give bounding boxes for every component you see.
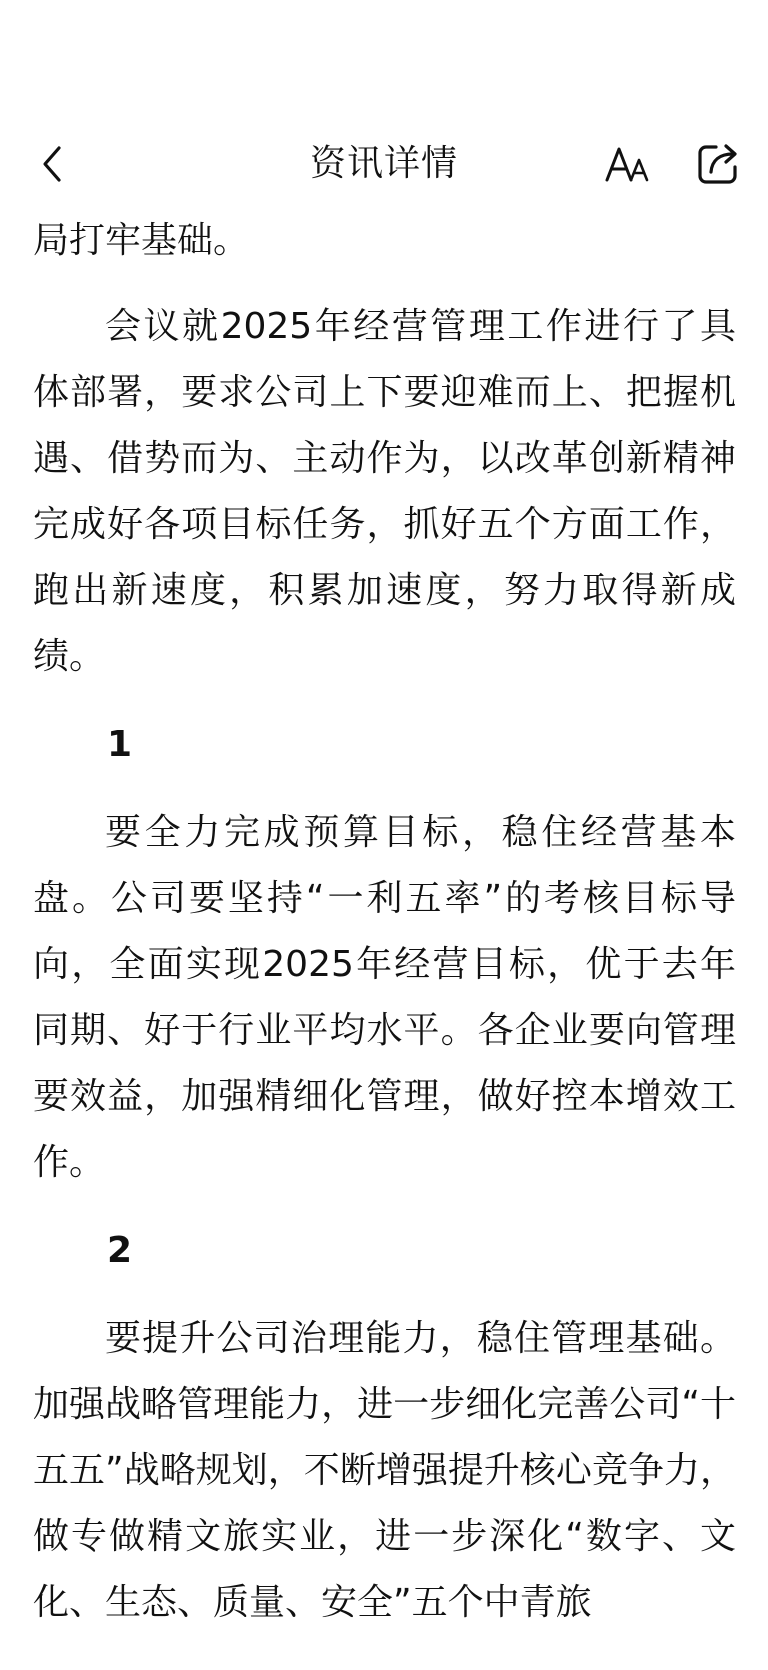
font-size-icon — [604, 144, 652, 184]
section-number: 2 — [107, 1230, 133, 1271]
font-size-button[interactable] — [596, 136, 660, 192]
section-paragraph: 要全力完成预算目标，稳住经营基本盘。公司要坚持“一利五率”的考核目标导向，全面实现2025年经营目标，优于去年同期、好于行业平均水平。各企业要向管理要效益，加强精细化管理，做好控本增效工作。 — [33, 812, 736, 1183]
status-bar — [0, 0, 768, 120]
paragraph-lead-fragment: 局打牢基础。 — [33, 220, 250, 261]
chevron-left-icon — [37, 144, 67, 184]
back-button[interactable] — [24, 136, 80, 192]
section-paragraph: 要提升公司治理能力，稳住管理基础。加强战略管理能力，进一步细化完善公司“十五五”战略规划，不断增强提升核心竞争力，做专做精文旅实业，进一步深化“数字、文化、生态、质量、安全”五个中青旅 — [33, 1318, 736, 1623]
paragraph-intro: 会议就2025年经营管理工作进行了具体部署，要求公司上下要迎难而上、把握机遇、借势而为、主动作为，以改革创新精神完成好各项目标任务，抓好五个方面工作，跑出新速度，积累加速度，努力取得新成绩。 — [33, 306, 736, 677]
article-body — [0, 208, 768, 1670]
page-title: 资讯详情 — [309, 143, 458, 184]
share-icon — [696, 142, 740, 186]
nav-bar — [0, 120, 768, 208]
section-number: 1 — [107, 724, 133, 765]
share-button[interactable] — [688, 134, 748, 194]
